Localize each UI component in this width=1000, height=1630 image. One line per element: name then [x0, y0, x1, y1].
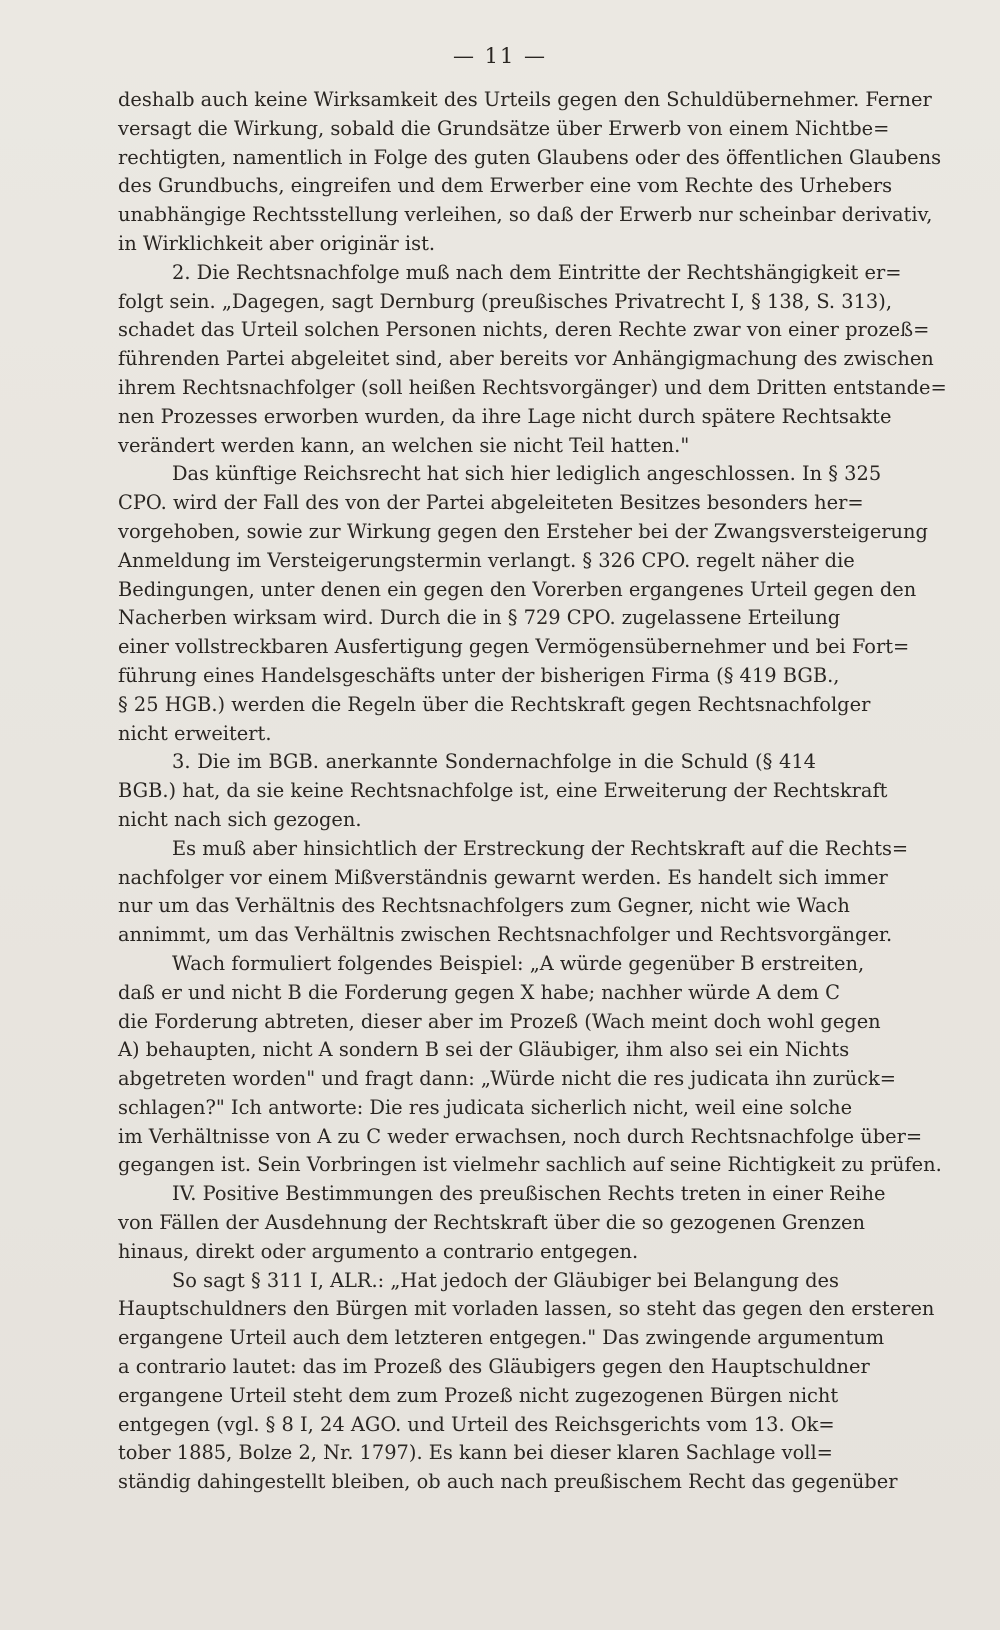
text-line: a contrario lautet: das im Prozeß des Gläubigers gegen den Hauptschuldner — [118, 1355, 870, 1379]
text-line: § 25 HGB.) werden die Regeln über die Rechtskraft gegen Rechtsnachfolger — [118, 692, 871, 716]
text-line: Bedingungen, unter denen ein gegen den Vorerben ergangenes Urteil gegen den — [118, 577, 917, 601]
text-line: ergangene Urteil steht dem zum Prozeß nicht zugezogenen Bürgen nicht — [118, 1383, 839, 1407]
text-line: schlagen?" Ich antworte: Die res judicata sicherlich nicht, weil eine solche — [118, 1095, 853, 1119]
text-line: von Fällen der Ausdehnung der Rechtskraft über die so gezogenen Grenzen — [118, 1211, 865, 1235]
text-line: ihrem Rechtsnachfolger (soll heißen Rechtsvorgänger) und dem Dritten entstande= — [118, 375, 947, 399]
text-line: deshalb auch keine Wirksamkeit des Urteils gegen den Schuldübernehmer. Ferner — [118, 88, 932, 111]
text-line: nen Prozesses erworben wurden, da ihre Lage nicht durch spätere Rechtsakte — [118, 404, 892, 428]
text-line: entgegen (vgl. § 8 I, 24 AGO. und Urteil des Reichsgerichts vom 13. Ok= — [118, 1412, 835, 1436]
text-line: A) behaupten, nicht A sondern B sei der Gläubiger, ihm also sei ein Nichts — [118, 1038, 850, 1062]
text-line: nachfolger vor einem Mißverständnis gewarnt werden. Es handelt sich immer — [118, 865, 888, 889]
text-line: führung eines Handelsgeschäfts unter der bisherigen Firma (§ 419 BGB., — [118, 663, 840, 687]
text-line: annimmt, um das Verhältnis zwischen Rechtsnachfolger und Rechtsvorgänger. — [118, 923, 893, 947]
text-line: BGB.) hat, da sie keine Rechtsnachfolge ist, eine Erweiterung der Rechtskraft — [118, 779, 888, 803]
text-line: unabhängige Rechtsstellung verleihen, so daß der Erwerb nur scheinbar derivativ, — [118, 203, 933, 227]
text-line: Es muß aber hinsichtlich der Erstreckung der Rechtskraft auf die Rechts= — [172, 836, 909, 860]
text-line: Anmeldung im Versteigerungstermin verlangt. § 326 CPO. regelt näher die — [118, 548, 855, 572]
text-line: verändert werden kann, an welchen sie nicht Teil hatten." — [118, 433, 690, 457]
text-line: schadet das Urteil solchen Personen nichts, deren Rechte zwar von einer prozeß= — [118, 318, 930, 342]
text-line: Das künftige Reichsrecht hat sich hier lediglich angeschlossen. In § 325 — [172, 462, 882, 486]
text-line: des Grundbuchs, eingreifen und dem Erwerber eine vom Rechte des Urhebers — [118, 174, 893, 198]
text-line: rechtigten, namentlich in Folge des guten Glaubens oder des öffentlichen Glaubens — [118, 145, 942, 169]
text-line: in Wirklichkeit aber originär ist. — [118, 231, 436, 255]
text-line: nicht erweitert. — [118, 721, 272, 745]
text-line: folgt sein. „Dagegen, sagt Dernburg (preußisches Privatrecht I, § 138, S. 313), — [118, 289, 892, 313]
text-line: Hauptschuldners den Bürgen mit vorladen lassen, so steht das gegen den ersteren — [118, 1297, 935, 1321]
text-line: führenden Partei abgeleitet sind, aber bereits vor Anhängigmachung des zwischen — [118, 347, 934, 371]
text-line: nur um das Verhältnis des Rechtsnachfolgers zum Gegner, nicht wie Wach — [118, 894, 850, 918]
body-text — [118, 86, 947, 1497]
text-line: ständig dahingestellt bleiben, ob auch nach preußischem Recht das gegenüber — [118, 1470, 898, 1494]
page-number: — 11 — — [452, 44, 548, 68]
text-line: Wach formuliert folgendes Beispiel: „A würde gegenüber B erstreiten, — [172, 951, 865, 975]
text-line: daß er und nicht B die Forderung gegen X habe; nachher würde A dem C — [118, 980, 840, 1004]
text-line: versagt die Wirkung, sobald die Grundsätze über Erwerb von einem Nichtbe= — [118, 116, 890, 140]
text-line: abgetreten worden" und fragt dann: „Würde nicht die res judicata ihn zurück= — [118, 1067, 897, 1091]
text-line: nicht nach sich gezogen. — [118, 807, 362, 831]
text-line: Nacherben wirksam wird. Durch die in § 729 CPO. zugelassene Erteilung — [118, 606, 841, 630]
text-line: So sagt § 311 I, ALR.: „Hat jedoch der Gläubiger bei Belangung des — [172, 1268, 839, 1292]
text-line: vorgehoben, sowie zur Wirkung gegen den Ersteher bei der Zwangsversteigerung — [118, 519, 928, 543]
text-line: 3. Die im BGB. anerkannte Sondernachfolge in die Schuld (§ 414 — [172, 750, 816, 774]
text-line: im Verhältnisse von A zu C weder erwachsen, noch durch Rechtsnachfolge über= — [118, 1124, 923, 1148]
text-line: einer vollstreckbaren Ausfertigung gegen Vermögensübernehmer und bei Fort= — [118, 635, 910, 659]
text-line: CPO. wird der Fall des von der Partei abgeleiteten Besitzes besonders her= — [118, 491, 864, 515]
text-line: hinaus, direkt oder argumento a contrario entgegen. — [118, 1239, 639, 1263]
text-line: gegangen ist. Sein Vorbringen ist vielmehr sachlich auf seine Richtigkeit zu prüfen. — [118, 1153, 942, 1177]
text-line: die Forderung abtreten, dieser aber im Prozeß (Wach meint doch wohl gegen — [118, 1009, 881, 1033]
text-line: tober 1885, Bolze 2, Nr. 1797). Es kann bei dieser klaren Sachlage voll= — [118, 1441, 833, 1465]
text-line: 2. Die Rechtsnachfolge muß nach dem Eintritte der Rechtshängigkeit er= — [172, 260, 902, 284]
text-line: ergangene Urteil auch dem letzteren entgegen." Das zwingende argumentum — [118, 1326, 885, 1350]
text-line: IV. Positive Bestimmungen des preußischen Rechts treten in einer Reihe — [172, 1182, 886, 1206]
